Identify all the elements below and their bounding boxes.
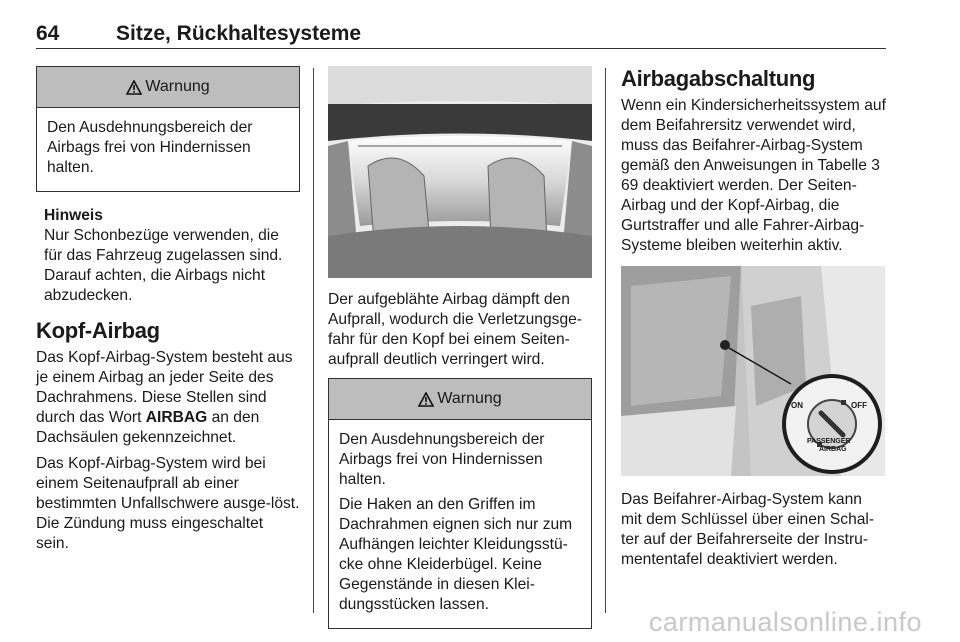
page-number: 64 xyxy=(36,22,60,45)
warning-header xyxy=(37,67,299,108)
image-caption: Der aufgeblähte Airbag dämpft den Aufprall, wodurch die Verletzungsge-fahr für den Kopf bei einem Seiten-aufprall deutlich verringert wird. xyxy=(328,291,582,368)
column-divider-2 xyxy=(605,68,606,613)
warning-text: Die Haken an den Griffen im Dachrahmen eignen sich nur zum Aufhängen leichter Kleidungsstü-cke ohne Kleiderbügel. Keine Gegenstände in diesen Klei-dungsstücken lassen. xyxy=(339,496,573,613)
column-3 xyxy=(621,66,887,576)
column-2 xyxy=(328,66,592,629)
airbag-interior-image xyxy=(328,66,592,278)
switch-on-label: ON xyxy=(791,401,803,410)
warning-box-2 xyxy=(328,378,592,629)
switch-airbag-label: AIRBAG xyxy=(819,446,847,453)
switch-passenger-label: PASSENGER xyxy=(807,438,851,445)
warning-header xyxy=(329,379,591,420)
column-1 xyxy=(36,66,300,560)
paragraph: Das Kopf-Airbag-System besteht aus je einem Airbag an jeder Seite des Dachrahmens. Diese Stellen sind durch das Wort AIRBAG an den Dachsäulen gekennzeichnet. xyxy=(36,349,293,446)
warning-label: Warnung xyxy=(437,390,502,407)
paragraph: Das Beifahrer-Airbag-System kann mit dem Schlüssel über einen Schal-ter auf der Beifahrerseite der Instru-mententafel deaktiviert werden. xyxy=(621,491,875,568)
note-text: Nur Schonbezüge verwenden, die für das Fahrzeug zugelassen sind. Darauf achten, die Airbags nicht abzudecken. xyxy=(44,227,283,304)
airbag-keyword: AIRBAG xyxy=(145,409,208,426)
warning-icon xyxy=(418,392,434,407)
page-reference: 3 69 xyxy=(621,157,880,194)
page-header xyxy=(36,10,886,49)
page-title: Sitze, Rückhaltesysteme xyxy=(116,22,362,45)
warning-icon xyxy=(126,80,142,95)
warning-label: Warnung xyxy=(145,78,210,95)
paragraph: Wenn ein Kindersicherheitssystem auf dem Beifahrersitz verwendet wird, muss das Beifahrer-Airbag-System gemäß den Anweisungen in Tabelle 3 69 deaktiviert werden. Der Seiten-Airbag und der Kopf-Airbag, die Gurtstraffer und alle Fahrer-Airbag-Systeme bleiben weiterhin aktiv. xyxy=(621,97,886,254)
warning-text: Den Ausdehnungsbereich der Airbags frei von Hindernissen halten. xyxy=(339,431,545,488)
watermark: carmanualsonline.info xyxy=(648,607,922,637)
note-title: Hinweis xyxy=(44,207,103,224)
airbag-switch-image xyxy=(621,266,885,476)
section-heading-airbagabschaltung: Airbagabschaltung xyxy=(621,66,816,91)
switch-off-label: OFF xyxy=(851,401,867,410)
warning-text: Den Ausdehnungsbereich der Airbags frei von Hindernissen halten. xyxy=(47,119,253,176)
section-heading-kopf-airbag: Kopf-Airbag xyxy=(36,318,160,343)
warning-box-1 xyxy=(36,66,300,192)
column-divider-1 xyxy=(313,68,314,613)
note-block xyxy=(36,206,300,306)
paragraph: Das Kopf-Airbag-System wird bei einem Seitenaufprall ab einer bestimmten Unfallschwere ausge-löst. Die Zündung muss eingeschaltet sein. xyxy=(36,455,300,552)
